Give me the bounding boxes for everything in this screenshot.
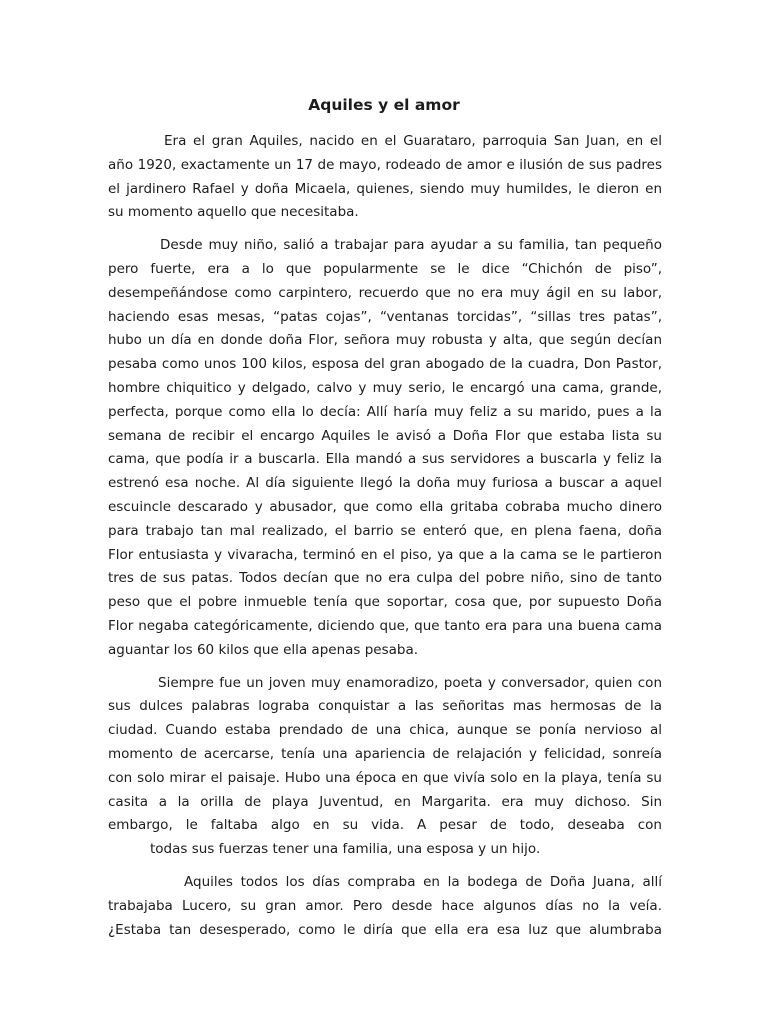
text-line: hombre chiquitico y delgado, calvo y muy serio, le encargó una cama, grande, bbox=[108, 379, 662, 396]
text-line: cama, que podía ir a buscarla. Ella mandó a sus servidores a buscarla y feliz la bbox=[108, 451, 662, 468]
text-line: con solo mirar el paisaje. Hubo una época en que vivía solo en la playa, tenía su bbox=[108, 769, 662, 786]
text-line: año 1920, exactamente un 17 de mayo, rodeado de amor e ilusión de sus padres bbox=[108, 156, 662, 173]
paragraph-2 bbox=[108, 234, 662, 662]
text-line: estrenó esa noche. Al día siguiente llegó la doña muy furiosa a buscar a aquel bbox=[108, 475, 662, 492]
text-line: hubo un día en donde doña Flor, señora muy robusta y alta, que según decían bbox=[108, 332, 662, 349]
text-line: el jardinero Rafael y doña Micaela, quienes, siendo muy humildes, le dieron en bbox=[108, 180, 662, 197]
text-line: su momento aquello que necesitaba. bbox=[108, 204, 359, 221]
text-line: tres de sus patas. Todos decían que no era culpa del pobre niño, sino de tanto bbox=[108, 570, 662, 587]
paragraph-4 bbox=[108, 871, 662, 942]
text-line: todas sus fuerzas tener una familia, una esposa y un hijo. bbox=[150, 841, 541, 858]
text-line: Aquiles todos los días compraba en la bodega de Doña Juana, allí bbox=[184, 873, 662, 890]
text-line: haciendo esas mesas, “patas cojas”, “ventanas torcidas”, “sillas tres patas”, bbox=[108, 308, 662, 325]
text-line: trabajaba Lucero, su gran amor. Pero desde hace algunos días no la veía. bbox=[108, 897, 662, 914]
text-line: momento de acercarse, tenía una apariencia de relajación y felicidad, sonreía bbox=[108, 745, 662, 762]
text-line: Flor entusiasta y vivaracha, terminó en el piso, ya que a la cama se le partieron bbox=[108, 546, 662, 563]
document-title: Aquiles y el amor bbox=[308, 96, 460, 114]
paragraph-3 bbox=[108, 672, 662, 862]
text-line: Desde muy niño, salió a trabajar para ayudar a su familia, tan pequeño bbox=[160, 237, 662, 254]
text-line: peso que el pobre inmueble tenía que soportar, cosa que, por supuesto Doña bbox=[108, 594, 662, 611]
text-line: Era el gran Aquiles, nacido en el Guarataro, parroquia San Juan, en el bbox=[164, 133, 662, 149]
text-line: embargo, le faltaba algo en su vida. A pesar de todo, deseaba con bbox=[108, 817, 662, 834]
paragraph-1 bbox=[108, 130, 662, 225]
text-line: casita a la orilla de playa Juventud, en Margarita. era muy dichoso. Sin bbox=[108, 793, 662, 810]
text-line: semana de recibir el encargo Aquiles le avisó a Doña Flor que estaba lista su bbox=[108, 427, 662, 444]
text-line: aguantar los 60 kilos que ella apenas pesaba. bbox=[108, 641, 419, 658]
text-line: pesaba como unos 100 kilos, esposa del gran abogado de la cuadra, Don Pastor, bbox=[108, 356, 662, 373]
text-line: para trabajo tan mal realizado, el barrio se enteró que, en plena faena, doña bbox=[108, 522, 662, 539]
text-line: Flor negaba categóricamente, diciendo que, que tanto era para una buena cama bbox=[108, 617, 662, 634]
text-line: sus dulces palabras lograba conquistar a las señoritas mas hermosas de la bbox=[108, 698, 662, 715]
text-line: ciudad. Cuando estaba prendado de una chica, aunque se ponía nervioso al bbox=[108, 722, 662, 739]
document-body bbox=[108, 130, 662, 951]
text-line: ¿Estaba tan desesperado, como le diría que ella era esa luz que alumbraba bbox=[108, 921, 662, 938]
text-line: escuincle descarado y abusador, que como ella gritaba cobraba mucho dinero bbox=[108, 498, 662, 515]
text-line: desempeñándose como carpintero, recuerdo que no era muy ágil en su labor, bbox=[108, 284, 662, 301]
text-line: perfecta, porque como ella lo decía: Allí haría muy feliz a su marido, pues a la bbox=[108, 403, 662, 420]
text-line: pero fuerte, era a lo que popularmente se le dice “Chichón de piso”, bbox=[108, 260, 662, 277]
text-line: Siempre fue un joven muy enamoradizo, poeta y conversador, quien con bbox=[158, 674, 662, 691]
